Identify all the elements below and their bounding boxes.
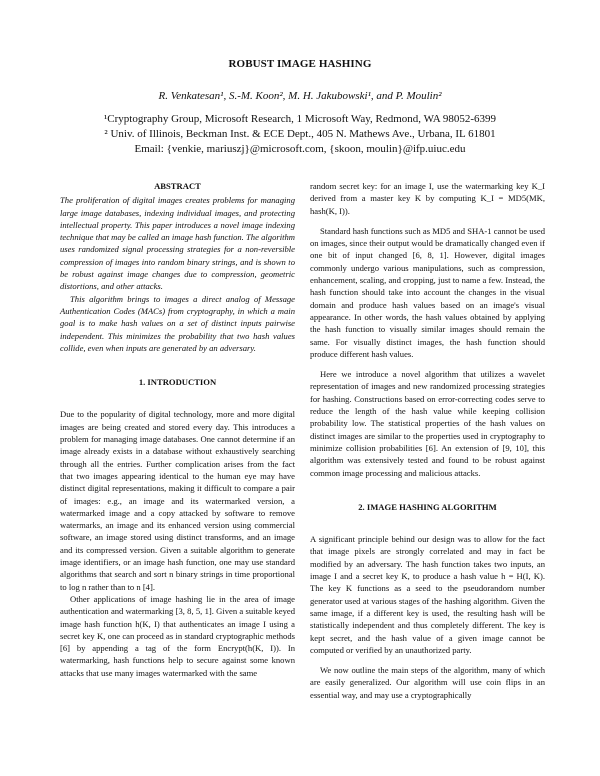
algorithm-heading: 2. IMAGE HASHING ALGORITHM xyxy=(358,501,497,512)
abstract-paragraph-1: The proliferation of digital images creates problems for managing large image databases, indexing individual images, and protecting intellectual property. This paper introduces a novel image indexing technique that may be called an image hash function. The algorithm uses randomized signal processing strategies for a non-reversible compression of images into random binary strings, and is shown to be robust against image changes due to compression, geometric distortions, and other attacks. xyxy=(60,195,295,292)
algorithm-paragraph-1: A significant principle behind our design was to allow for the fact that image pixels are strongly correlated and may in fact be modified by an adversary. The hash function takes two inputs, an image I and a secret key K, to produce a hash value h = H(I, K). The key K functions as a seed to the pseudorandom number generator used at various stages of the hashing algorithm. Given the same image, if a different key is used, the resulting hash will be statistically independent and thus completely different. The key is kept secret, and the hash value of a given image cannot be computed or verified by an unauthorized party. xyxy=(310,534,545,655)
intro-paragraph-2: Other applications of image hashing lie in the area of image authentication and watermarking [3, 8, 5, 1]. Given a suitable keyed image hash function h(K, I) that authenticates an image I using a secret key K, one can proceed as in standard cryptographic methods [6] by appending a tag of the form Encrypt(h(K, I)). In watermarking, hash functions help to secure against some known attacks that use many images watermarked with the same xyxy=(60,593,295,678)
intro-paragraph-4: Standard hash functions such as MD5 and SHA-1 cannot be used on images, since their output would be dramatically changed even if one bit of input changed [6, 8, 1]. However, digital images commonly undergo various manipulations, such as compression, enhancement, scaling, and cropping, just to name a few. Instead, the hash function should take into account the changes in the visual domain and produce hash values based on an image's visual appearance. In other words, the hash values obtained by applying the hash function to visually similar images should remain the same. For visually distinct images, the hash function should produce different hash values. xyxy=(310,225,545,359)
abstract-heading: ABSTRACT xyxy=(154,181,201,191)
intro-paragraph-1: Due to the popularity of digital technology, more and more digital images are being created and stored every day. This introduces a problem for managing image databases. One cannot determine if an image already exists in a database without exhaustively searching through all the entries. Further complication arises from the fact that two images appearing identical to the human eye may have distinct digital representations, making it difficult to compare a pair of images: e.g., an image and its watermarked version, a watermarked image and a copy attacked by software to remove watermarks, an image and its enhanced version using commercial software, an image stored using distinct transforms, and an image and its compressed version. Given a suitable algorithm to generate image identifiers, or an image hash function, one may use standard algorithms that search and sort n binary strings in time proportional to log n rather than to n [4]. xyxy=(60,409,295,592)
affiliation-1: ¹Cryptography Group, Microsoft Research, 1 Microsoft Way, Redmond, WA 98052-6399 xyxy=(103,113,497,125)
paper-title: ROBUST IMAGE HASHING xyxy=(228,58,372,70)
intro-paragraph-5: Here we introduce a novel algorithm that utilizes a wavelet representation of images and new randomized processing strategies for hashing. Constructions based on error-correcting codes serve to reduce the length of the hash value while keeping collision probability low. The statistical properties of the hash values on distinct images are similar to the properties used in cryptography to minimize collision probabilities [6]. An extension of [9, 10], this algorithm was extensively tested and found to be robust against common image processing and malicious attacks. xyxy=(310,369,545,478)
left-column xyxy=(60,180,295,679)
intro-paragraph-3: random secret key: for an image I, use the watermarking key K_I derived from a master key K by computing K_I = MD5(MK, hash(K, I)). xyxy=(310,181,545,216)
author-list: R. Venkatesan¹, S.-M. Koon², M. H. Jakubowski¹, and P. Moulin² xyxy=(158,90,442,102)
introduction-heading: 1. INTRODUCTION xyxy=(138,377,217,388)
affiliation-2: ² Univ. of Illinois, Beckman Inst. & ECE Dept., 405 N. Mathews Ave., Urbana, IL 61801 xyxy=(104,128,496,140)
algorithm-paragraph-2: We now outline the main steps of the algorithm, many of which are easily generalized. Our algorithm will use coin flips in an essential way, and may use a cryptographically xyxy=(310,665,545,700)
email-line: Email: {venkie, mariuszj}@microsoft.com, {skoon, moulin}@ifp.uiuc.edu xyxy=(134,143,466,155)
right-column xyxy=(310,180,545,701)
abstract-paragraph-2: This algorithm brings to images a direct analog of Message Authentication Codes (MACs) from cryptography, in which a main goal is to make hash values on a set of distinct inputs pairwise independent. This minimizes the probability that two hash values collide, even when inputs are generated by an adversary. xyxy=(60,293,295,353)
